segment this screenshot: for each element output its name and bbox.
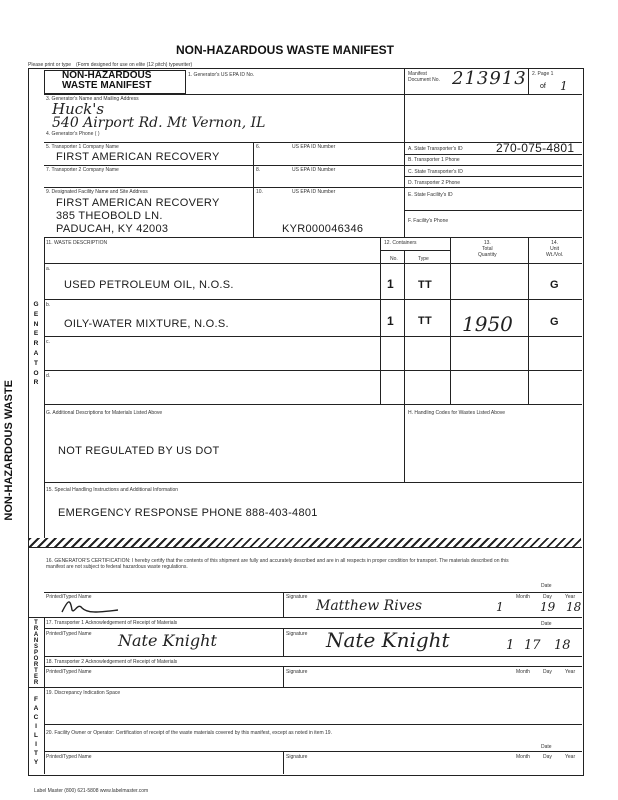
t1-signature: Nate Knight — [326, 628, 450, 652]
fac-sig-label: Signature — [286, 754, 308, 760]
field-c-label: C. State Transporter's ID — [408, 169, 463, 175]
row-b-letter: b. — [46, 302, 51, 308]
field-8-label: 8. — [256, 167, 261, 173]
gen-day-label: Day — [543, 594, 552, 600]
row-b-unit: G — [550, 316, 559, 328]
t1-month: 1 — [506, 638, 515, 653]
doc-no-label: Manifest Document No. — [408, 71, 440, 83]
field-7-label: 7. Transporter 2 Company Name — [46, 167, 119, 173]
page-label: 2. Page 1 — [532, 71, 554, 77]
row-a-type: TT — [418, 279, 433, 291]
additional-description: NOT REGULATED BY US DOT — [58, 445, 220, 457]
generator-printed-scribble — [60, 596, 120, 616]
field-10-epa-label: US EPA ID Number — [292, 189, 336, 195]
side-label-generator: G E N E R A T O R — [33, 301, 39, 387]
col-type-label: Type — [418, 256, 429, 262]
t2-printed-label: Printed/Typed Name — [46, 669, 92, 675]
col-no-label: No. — [390, 256, 398, 262]
row-a-letter: a. — [46, 266, 51, 272]
field-11-label: 11. WASTE DESCRIPTION — [46, 240, 108, 246]
field-h-label: H. Handling Codes for Wastes Listed Above — [408, 410, 506, 416]
generator-name: Huck's — [52, 100, 105, 118]
field-d-label: D. Transporter 2 Phone — [408, 180, 460, 186]
facility-line3: PADUCAH, KY 42003 — [56, 223, 169, 235]
gen-year: 18 — [566, 600, 582, 614]
gen-month: 1 — [496, 600, 504, 614]
facility-line1: FIRST AMERICAN RECOVERY — [56, 197, 220, 209]
fac-year-label: Year — [565, 754, 576, 760]
footer: Label Master (800) 621-5808 www.labelmaster.com — [34, 788, 149, 794]
field-4-label: 4. Generator's Phone ( ) — [46, 131, 100, 137]
hatch-band — [29, 538, 581, 547]
form-note: (Form designed for use on elite (12 pitch) typewriter) — [76, 62, 193, 68]
fac-date-label: Date — [541, 744, 552, 750]
field-e-label: E. State Facility's ID — [408, 192, 453, 198]
row-b-no: 1 — [387, 314, 394, 328]
page-title: NON-HAZARDOUS WASTE MANIFEST — [176, 43, 394, 57]
field-12-label: 12. Containers — [384, 240, 417, 246]
facility-epa: KYR000046346 — [282, 223, 364, 235]
gen-sig-label: Signature — [286, 594, 308, 600]
t1-day: 17 — [524, 638, 541, 653]
t2-day-label: Day — [543, 669, 552, 675]
gen-date-label: Date — [541, 583, 552, 589]
page-of: of — [540, 83, 546, 90]
emergency-phone: EMERGENCY RESPONSE PHONE 888-403-4801 — [58, 507, 318, 519]
field-15-label: 15. Special Handling Instructions and Additional Information — [46, 487, 179, 493]
field-g-label: G. Additional Descriptions for Materials Listed Above — [46, 410, 163, 416]
t2-year-label: Year — [565, 669, 576, 675]
field-5-label: 5. Transporter 1 Company Name — [46, 144, 119, 150]
generator-address: 540 Airport Rd. Mt Vernon, IL — [52, 115, 266, 131]
fac-month-label: Month — [516, 754, 530, 760]
field-20-label: 20. Facility Owner or Operator: Certification of receipt of the waste materials covered by this manifest, except as noted in item 19. — [46, 730, 332, 736]
field-9-label: 9. Designated Facility Name and Site Address — [46, 189, 148, 195]
field-14-label: 14. Unit Wt./Vol. — [546, 240, 564, 258]
row-a-description: USED PETROLEUM OIL, N.O.S. — [64, 279, 234, 291]
field-f-label: F. Facility's Phone — [408, 218, 449, 224]
t1-year: 18 — [554, 638, 571, 653]
form-title: NON-HAZARDOUS WASTE MANIFEST — [62, 70, 152, 91]
row-b-type: TT — [418, 315, 433, 327]
transporter1-name: FIRST AMERICAN RECOVERY — [56, 151, 220, 163]
field-a-value: 270-075-4801 — [496, 141, 575, 155]
field-6-label: 6. — [256, 144, 261, 150]
generator-signature: Matthew Rives — [316, 598, 423, 614]
page-total: 1 — [560, 79, 568, 93]
t1-date-label: Date — [541, 621, 552, 627]
row-c-letter: c. — [46, 339, 50, 345]
field-b-label: B. Transporter 1 Phone — [408, 157, 460, 163]
gen-printed-label: Printed/Typed Name — [46, 594, 92, 600]
gen-month-label: Month — [516, 594, 530, 600]
row-b-quantity: 1950 — [462, 312, 513, 336]
field-18-label: 18. Transporter 2 Acknowledgement of Receipt of Materials — [46, 659, 178, 665]
field-16-label: 16. GENERATOR'S CERTIFICATION: I hereby certify that the contents of this shipment are fully and accurately described and are in all respects in proper condition for transport. The materials described on this manifest are not subject to federal hazardous waste regulations. — [46, 558, 509, 570]
print-note: Please print or type — [28, 62, 72, 68]
facility-line2: 385 THEOBOLD LN. — [56, 210, 163, 222]
t1-printed-name: Nate Knight — [118, 631, 217, 650]
field-a-label: A. State Transporter's ID — [408, 146, 463, 152]
side-label-transporter: T R A N S P O R T E R — [33, 620, 39, 686]
field-6-epa-label: US EPA ID Number — [292, 144, 336, 150]
doc-no-value: 213913 — [452, 68, 527, 89]
outer-side-label: NON-HAZARDOUS WASTE — [3, 380, 15, 521]
t1-printed-label: Printed/Typed Name — [46, 631, 92, 637]
field-3-label: 3. Generator's Name and Mailing Address — [46, 96, 139, 102]
row-d-letter: d. — [46, 373, 51, 379]
gen-day: 19 — [540, 600, 556, 614]
field-19-label: 19. Discrepancy Indication Space — [46, 690, 121, 696]
t2-sig-label: Signature — [286, 669, 308, 675]
t2-month-label: Month — [516, 669, 530, 675]
field-13-label: 13. Total Quantity — [478, 240, 497, 258]
fac-printed-label: Printed/Typed Name — [46, 754, 92, 760]
field-8-epa-label: US EPA ID Number — [292, 167, 336, 173]
row-a-unit: G — [550, 279, 559, 291]
row-a-no: 1 — [387, 277, 394, 291]
field-17-label: 17. Transporter 1 Acknowledgement of Receipt of Materials — [46, 620, 178, 626]
gen-year-label: Year — [565, 594, 576, 600]
fac-day-label: Day — [543, 754, 552, 760]
field-10-label: 10. — [256, 189, 263, 195]
side-label-facility: F A C I L I T Y — [33, 696, 39, 766]
field-1-label: 1. Generator's US EPA ID No. — [188, 72, 255, 78]
t1-sig-label: Signature — [286, 631, 308, 637]
row-b-description: OILY-WATER MIXTURE, N.O.S. — [64, 318, 229, 330]
